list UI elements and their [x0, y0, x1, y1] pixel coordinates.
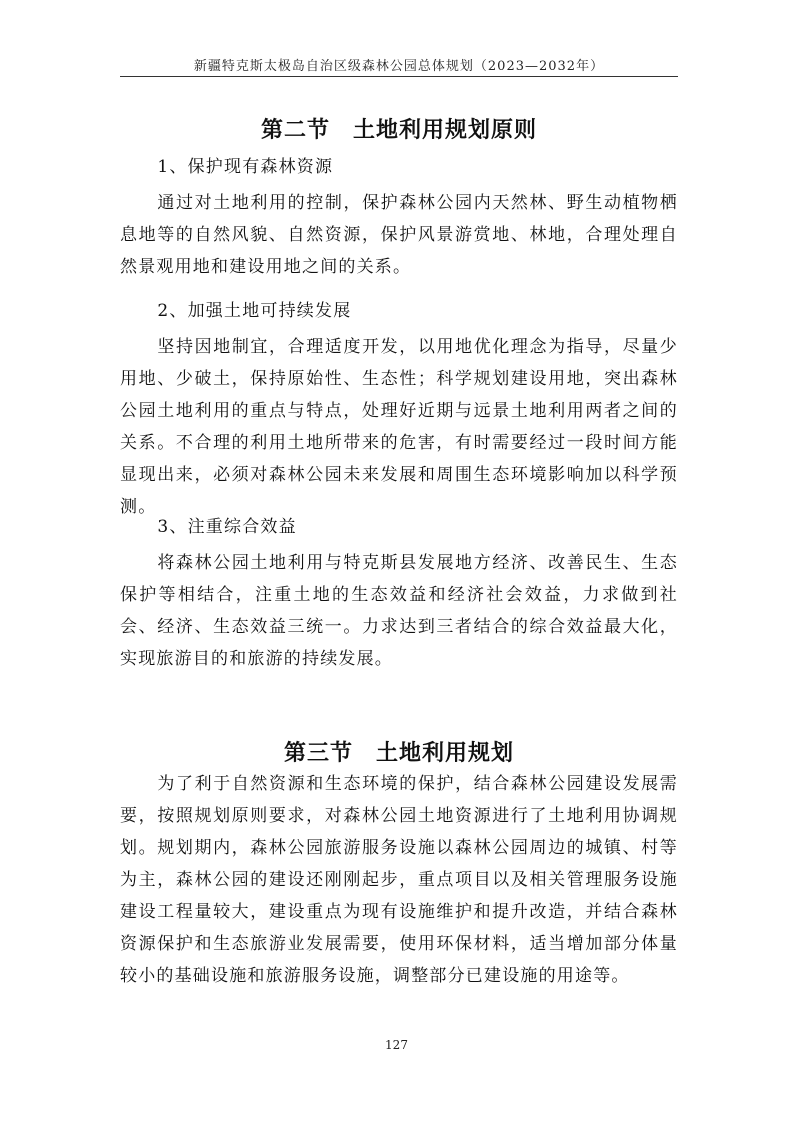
land-use-plan-body: 为了利于自然资源和生态环境的保护，结合森林公园建设发展需要，按照规划原则要求，对森林公园土地资源进行了土地利用协调规划。规划期内，森林公园旅游服务设施以森林公园周边的城镇、村等为主，森林公园的建设还刚刚起步，重点项目以及相关管理服务设施建设工程量较大，建设重点为现有设施维护和提升改造，并结合森林资源保护和生态旅游业发展需要，使用环保材料，适当增加部分体量较小的基础设施和旅游服务设施，调整部分已建设施的用途等。 — [120, 774, 678, 986]
page-number: 127 — [385, 1038, 408, 1052]
principle-heading-2: 2、加强土地可持续发展 — [157, 301, 352, 321]
principle-heading-3: 3、注重综合效益 — [157, 517, 297, 537]
header-rule — [120, 76, 678, 77]
principle-body-2: 坚持因地制宜，合理适度开发，以用地优化理念为指导，尽量少用地、少破土，保持原始性、生态性；科学规划建设用地，突出森林公园土地利用的重点与特点，处理好近期与远景土地利用两者之间的关系。不合理的利用土地所带来的危害，有时需要经过一段时间方能显现出来，必须对森林公园未来发展和周围生态环境影响加以科学预测。 — [120, 337, 678, 517]
principle-heading-1: 1、保护现有森林资源 — [157, 157, 334, 177]
principle-body-1: 通过对土地利用的控制，保护森林公园内天然林、野生动植物栖息地等的自然风貌、自然资源，保护风景游赏地、林地，合理处理自然景观用地和建设用地之间的关系。 — [120, 193, 678, 277]
principle-body-3: 将森林公园土地利用与特克斯县发展地方经济、改善民生、生态保护等相结合，注重土地的生态效益和经济社会效益，力求做到社会、经济、生态效益三统一。力求达到三者结合的综合效益最大化，实现旅游目的和旅游的持续发展。 — [120, 553, 678, 669]
section-title-principles: 第二节 土地利用规划原则 — [260, 118, 537, 144]
section-title-land-use-plan: 第三节 土地利用规划 — [283, 741, 514, 767]
running-header: 新疆特克斯太极岛自治区级森林公园总体规划（2023—2032年） — [193, 59, 605, 74]
